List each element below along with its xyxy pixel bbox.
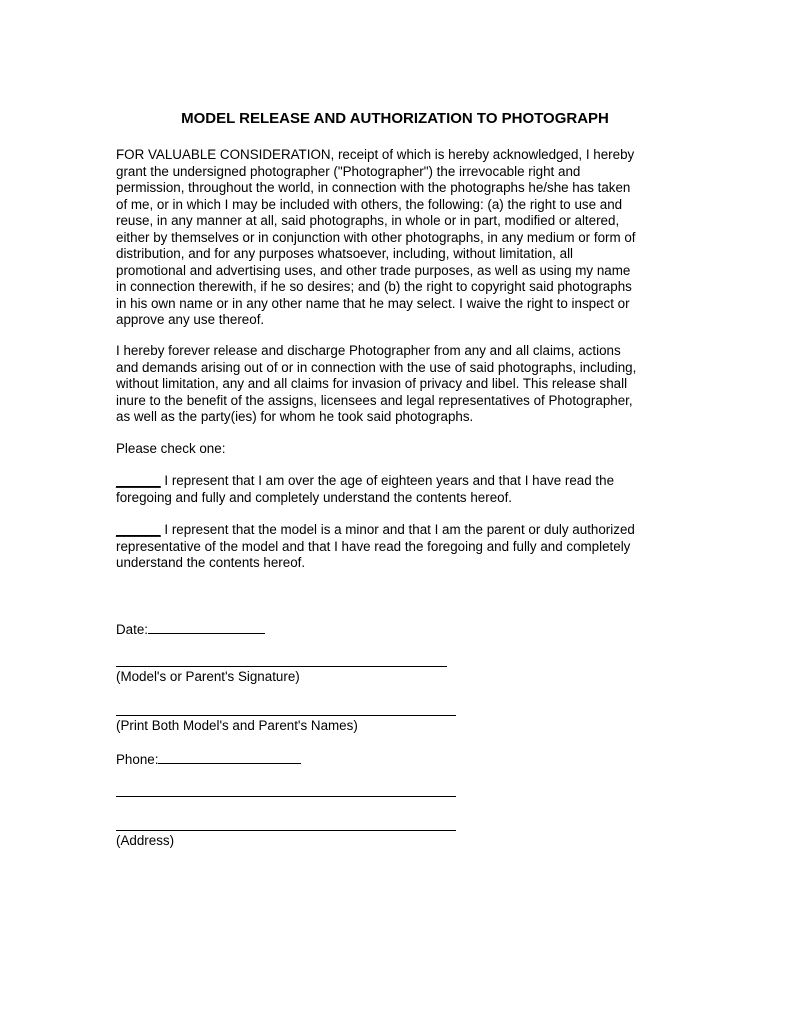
names-line[interactable] — [116, 715, 456, 716]
signature-line[interactable] — [116, 666, 447, 667]
date-label: Date: — [116, 622, 149, 637]
address-line-1[interactable] — [116, 796, 456, 797]
signature-caption: (Model's or Parent's Signature) — [116, 669, 300, 684]
date-field — [116, 621, 265, 638]
document-title: MODEL RELEASE AND AUTHORIZATION TO PHOTOGRAPH — [181, 110, 609, 127]
adult-option — [116, 473, 676, 506]
phone-input-line[interactable] — [158, 751, 301, 764]
phone-field — [116, 751, 301, 768]
release-paragraph: I hereby forever release and discharge Photographer from any and all claims, actions and demands arising out of or in connection with the use of said photographs, including, without limitation, any and all claims for invasion of privacy and libel. This release shall inure to the benefit of the assigns, licensees and legal representatives of Photographer, as well as the party(ies) for whom he took said photographs. — [116, 343, 637, 424]
date-input-line[interactable] — [148, 621, 265, 634]
names-caption: (Print Both Model's and Parent's Names) — [116, 718, 358, 733]
minor-option — [116, 522, 676, 572]
minor-option-text: I represent that the model is a minor and that I am the parent or duly authorized representative of the model and that I have read the foregoing and fully and completely understand the contents hereof. — [116, 522, 635, 570]
check-prompt: Please check one: — [116, 441, 226, 456]
adult-option-text: I represent that I am over the age of eighteen years and that I have read the foregoing and fully and completely understand the contents hereof. — [116, 473, 615, 505]
consideration-paragraph: FOR VALUABLE CONSIDERATION, receipt of which is hereby acknowledged, I hereby grant the undersigned photographer ("Photographer") the irrevocable right and permission, throughout the world, in connection with the photographs he/she has taken of me, or in which I may be included with others, the following: (a) the right to use and reuse, in any manner at all, said photographs, in whole or in part, modified or altered, either by themselves or in conjunction with other photographs, in any medium or form of distribution, and for any purposes whatsoever, including, without limitation, all promotional and advertising uses, and other trade purposes, as well as using my name in connection therewith, if he so desires; and (b) the right to copyright said photographs in his own name or in any other name that he may select. I waive the right to inspect or approve any use thereof. — [116, 147, 636, 327]
adult-option-checkbox-blank[interactable]: ______ — [116, 473, 161, 488]
address-line-2[interactable] — [116, 830, 456, 831]
phone-label: Phone: — [116, 752, 159, 767]
minor-option-checkbox-blank[interactable]: ______ — [116, 522, 161, 537]
address-caption: (Address) — [116, 833, 175, 848]
